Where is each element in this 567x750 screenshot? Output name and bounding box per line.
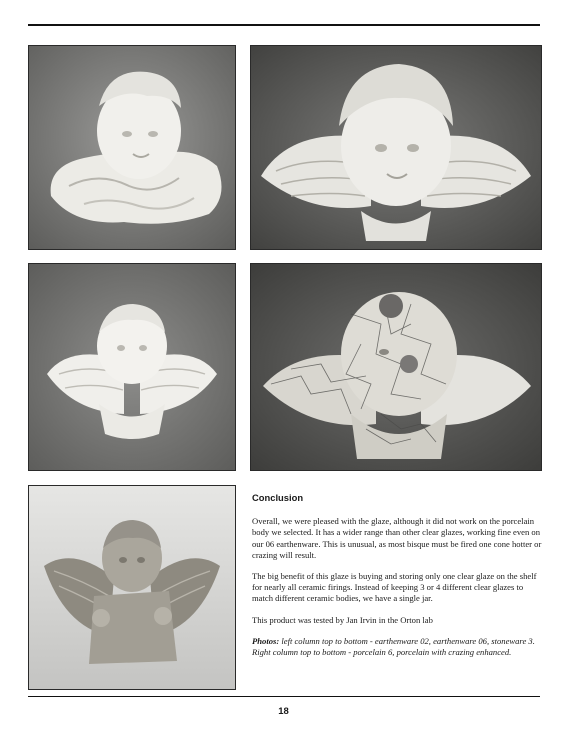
bottom-rule bbox=[28, 696, 540, 697]
page-number: 18 bbox=[278, 706, 289, 717]
cherub-image bbox=[251, 46, 541, 249]
cherub-image bbox=[251, 264, 541, 470]
section-heading: Conclusion bbox=[252, 492, 304, 503]
cherub-image bbox=[29, 486, 235, 689]
cherub-image bbox=[29, 46, 235, 249]
photo-earthenware-06 bbox=[28, 263, 236, 471]
caption-label: Photos: bbox=[252, 635, 280, 646]
photo-earthenware-02 bbox=[28, 45, 236, 250]
photo-stoneware-3 bbox=[28, 485, 236, 690]
top-rule bbox=[28, 24, 540, 26]
cherub-image bbox=[29, 264, 235, 470]
paragraph-credit: This product was tested by Jan Irvin in the Orton lab bbox=[252, 614, 433, 625]
conclusion-article bbox=[252, 492, 542, 668]
paragraph-benefit: The big benefit of this glaze is buying and storing only one clear glaze on the shelf for nearly all ceramic firings. Instead of keeping 3 or 4 different clear glazes to match different ceramic bodies, we have a single jar. bbox=[252, 571, 537, 604]
photo-porcelain-6 bbox=[250, 45, 542, 250]
paragraph-overall: Overall, we were pleased with the glaze, although it did not work on the porcelain body we selected. It has a wider range than other clear glazes, working fine even on our 06 earthenware. This is unusual, as most bisque must be fired one cone hotter or crazing will result. bbox=[252, 516, 542, 560]
photo-caption bbox=[252, 636, 542, 658]
photo-porcelain-crazing bbox=[250, 263, 542, 471]
caption-text: left column top to bottom - earthenware 02, earthenware 06, stoneware 3. Right column top to bottom - porcelain 6, porcelain with crazing enhanced. bbox=[252, 635, 535, 658]
